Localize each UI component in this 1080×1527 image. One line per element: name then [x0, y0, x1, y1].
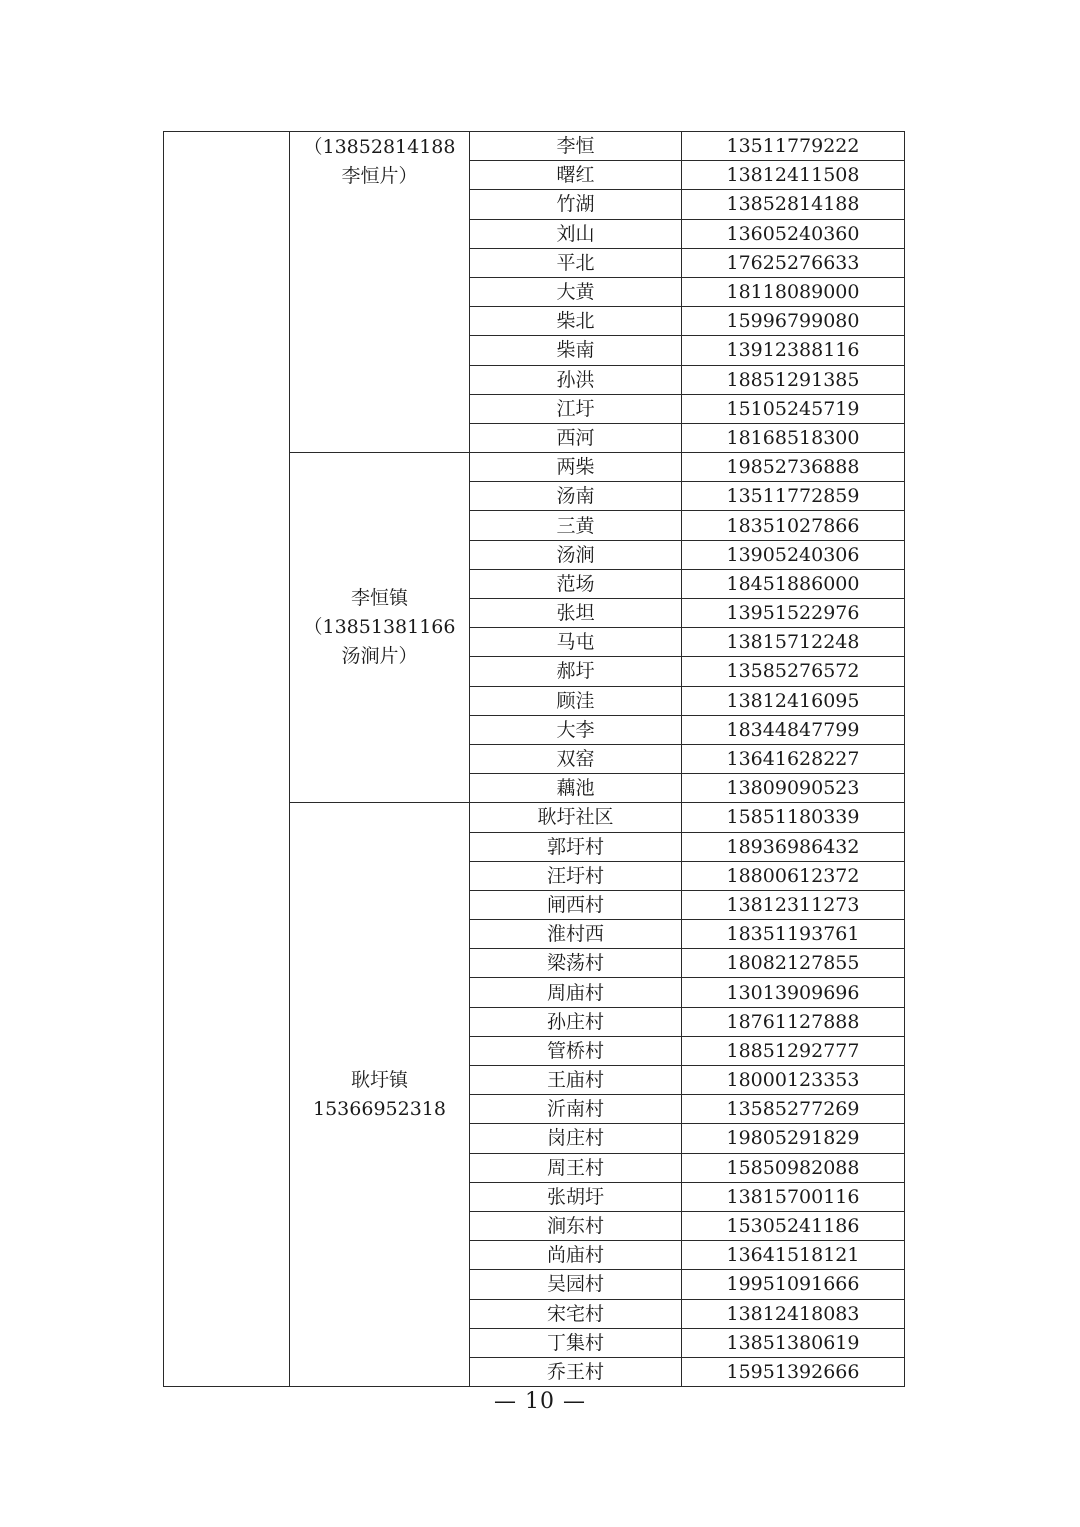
village-cell: 涧东村 — [470, 1211, 682, 1240]
village-cell: 郝圩 — [470, 657, 682, 686]
village-cell: 马屯 — [470, 628, 682, 657]
phone-cell: 13511779222 — [682, 132, 905, 161]
phone-cell: 15951392666 — [682, 1357, 905, 1386]
village-cell: 孙洪 — [470, 365, 682, 394]
phone-cell: 15851180339 — [682, 803, 905, 832]
phone-cell: 13809090523 — [682, 774, 905, 803]
phone-cell: 13641628227 — [682, 744, 905, 773]
village-cell: 曙红 — [470, 161, 682, 190]
phone-cell: 18118089000 — [682, 277, 905, 306]
phone-cell: 18936986432 — [682, 832, 905, 861]
phone-cell: 17625276633 — [682, 248, 905, 277]
phone-cell: 15996799080 — [682, 307, 905, 336]
village-cell: 郭圩村 — [470, 832, 682, 861]
village-cell: 管桥村 — [470, 1036, 682, 1065]
village-cell: 闸西村 — [470, 890, 682, 919]
town-label-line: 汤涧片） — [341, 645, 418, 668]
village-cell: 大黄 — [470, 277, 682, 306]
village-cell: 梁荡村 — [470, 949, 682, 978]
table-body — [164, 132, 905, 1387]
village-cell: 李恒 — [470, 132, 682, 161]
phone-cell: 13951522976 — [682, 599, 905, 628]
phone-cell: 13812418083 — [682, 1299, 905, 1328]
phone-cell: 19805291829 — [682, 1124, 905, 1153]
village-cell: 耿圩社区 — [470, 803, 682, 832]
phone-cell: 18851292777 — [682, 1036, 905, 1065]
village-cell: 汪圩村 — [470, 861, 682, 890]
phone-cell: 18082127855 — [682, 949, 905, 978]
village-cell: 张坦 — [470, 599, 682, 628]
phone-cell: 13812411508 — [682, 161, 905, 190]
phone-cell: 13013909696 — [682, 978, 905, 1007]
town-label-line: 李恒片） — [341, 165, 418, 187]
village-cell: 顾洼 — [470, 686, 682, 715]
village-cell: 乔王村 — [470, 1357, 682, 1386]
town-label-line: 15366952318 — [313, 1097, 446, 1120]
phone-cell: 18000123353 — [682, 1066, 905, 1095]
town-cell — [290, 803, 470, 1387]
phone-cell: 13812311273 — [682, 890, 905, 919]
village-cell: 三黄 — [470, 511, 682, 540]
village-cell: 柴南 — [470, 336, 682, 365]
town-cell — [290, 132, 470, 453]
village-cell: 双窑 — [470, 744, 682, 773]
phone-cell: 13585277269 — [682, 1095, 905, 1124]
phone-cell: 19852736888 — [682, 453, 905, 482]
village-cell: 岗庄村 — [470, 1124, 682, 1153]
contact-table — [163, 131, 905, 1387]
village-cell: 孙庄村 — [470, 1007, 682, 1036]
phone-cell: 18344847799 — [682, 715, 905, 744]
town-label-line: （13851381166 — [303, 616, 456, 639]
phone-cell: 18351027866 — [682, 511, 905, 540]
town-cell — [290, 453, 470, 803]
phone-cell: 13912388116 — [682, 336, 905, 365]
village-cell: 汤涧 — [470, 540, 682, 569]
village-cell: 江圩 — [470, 394, 682, 423]
phone-cell: 18851291385 — [682, 365, 905, 394]
village-cell: 范场 — [470, 569, 682, 598]
phone-cell: 18351193761 — [682, 920, 905, 949]
village-cell: 汤南 — [470, 482, 682, 511]
phone-cell: 13641518121 — [682, 1241, 905, 1270]
village-cell: 王庙村 — [470, 1066, 682, 1095]
village-cell: 西河 — [470, 423, 682, 452]
village-cell: 张胡圩 — [470, 1182, 682, 1211]
phone-cell: 13605240360 — [682, 219, 905, 248]
village-cell: 沂南村 — [470, 1095, 682, 1124]
phone-cell: 13851380619 — [682, 1328, 905, 1357]
town-label-line: 李恒镇 — [350, 587, 408, 610]
village-cell: 吴园村 — [470, 1270, 682, 1299]
category-cell — [164, 132, 290, 1387]
town-label-line: （13852814188 — [303, 136, 456, 158]
table-row — [164, 132, 905, 161]
village-cell: 丁集村 — [470, 1328, 682, 1357]
village-cell: 淮村西 — [470, 920, 682, 949]
town-label-line: 耿圩镇 — [350, 1068, 408, 1091]
phone-cell: 13905240306 — [682, 540, 905, 569]
phone-cell: 18800612372 — [682, 861, 905, 890]
phone-cell: 15105245719 — [682, 394, 905, 423]
phone-cell: 13815700116 — [682, 1182, 905, 1211]
phone-cell: 13585276572 — [682, 657, 905, 686]
village-cell: 竹湖 — [470, 190, 682, 219]
phone-cell: 15305241186 — [682, 1211, 905, 1240]
phone-cell: 18761127888 — [682, 1007, 905, 1036]
phone-cell: 13815712248 — [682, 628, 905, 657]
phone-cell: 18451886000 — [682, 569, 905, 598]
phone-cell: 13812416095 — [682, 686, 905, 715]
page-number: — 10 — — [494, 1389, 586, 1414]
phone-cell: 19951091666 — [682, 1270, 905, 1299]
village-cell: 尚庙村 — [470, 1241, 682, 1270]
village-cell: 两柴 — [470, 453, 682, 482]
phone-cell: 15850982088 — [682, 1153, 905, 1182]
village-cell: 大李 — [470, 715, 682, 744]
village-cell: 宋宅村 — [470, 1299, 682, 1328]
village-cell: 周庙村 — [470, 978, 682, 1007]
phone-cell: 18168518300 — [682, 423, 905, 452]
village-cell: 藕池 — [470, 774, 682, 803]
village-cell: 平北 — [470, 248, 682, 277]
village-cell: 周王村 — [470, 1153, 682, 1182]
phone-cell: 13511772859 — [682, 482, 905, 511]
phone-cell: 13852814188 — [682, 190, 905, 219]
village-cell: 刘山 — [470, 219, 682, 248]
village-cell: 柴北 — [470, 307, 682, 336]
